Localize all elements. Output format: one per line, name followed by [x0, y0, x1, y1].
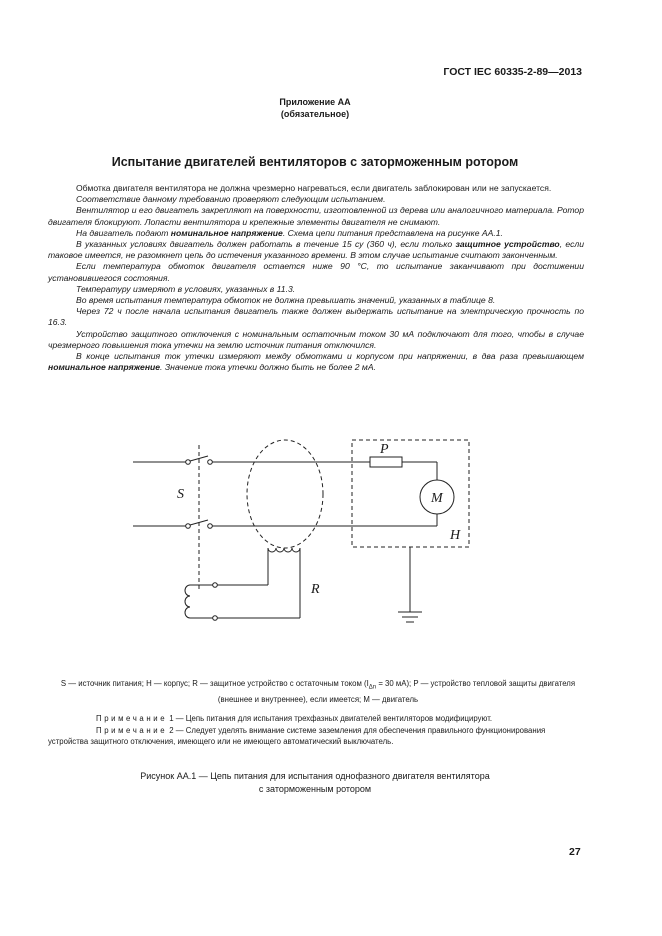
- terminal: [186, 460, 191, 465]
- circuit-diagram: [0, 430, 662, 630]
- paragraph-11: В конце испытания ток утечки измеряют между обмотками и корпусом при напряжении, в два раза превышающем номинальное напряжение. Значение тока утечки должно быть не более 2 мА.: [48, 351, 584, 373]
- paragraph-1: Обмотка двигателя вентилятора не должна чрезмерно нагреваться, если двигатель заблокирован или не запускается.: [76, 183, 552, 193]
- term-rated-voltage: номинальное напряжение: [170, 227, 283, 238]
- label-h: H: [450, 528, 461, 543]
- terminal: [208, 460, 213, 465]
- note-2: Примечание 2 — Следует уделять внимание системе заземления для обеспечения правильного функционирования устройства защитного отключения, имеющего или не имеющего автоматический выключатель.: [48, 725, 546, 746]
- annex-heading: [0, 96, 630, 120]
- page-title: Испытание двигателей вентиляторов с заторможенным ротором: [111, 155, 519, 169]
- figure-legend: S — источник питания; H — корпус; R — защитное устройство с остаточным током ($I_{\Delta n} = 30$ мА); P — устройство тепловой защиты двигателя (внешнее и внутреннее), если имеется; M — двигатель: [60, 679, 576, 705]
- note-1: Примечание 1 — Цепь питания для испытания трехфазных двигателей вентиляторов модифицируют.: [96, 714, 493, 723]
- current-transformer-core: [247, 440, 323, 548]
- paragraph-10: Устройство защитного отключения с номинальным остаточным током 30 мА подключают для того, чтобы в случае чрезмерного повышения тока утечки на землю источник питания отключился.: [48, 328, 584, 350]
- annex-status: (обязательное): [280, 109, 350, 119]
- paragraph-7: Температуру измеряют в условиях, указанных в 11.3.: [76, 283, 296, 294]
- figure-title-line-1: Рисунок АА.1 — Цепь питания для испытания однофазного двигателя вентилятора: [140, 771, 490, 781]
- terminal: [186, 524, 191, 529]
- sensing-coil: [268, 548, 300, 552]
- figure-title: [0, 770, 630, 795]
- label-p: P: [380, 442, 389, 457]
- trip-coil: [185, 585, 190, 618]
- thermal-protector-p: [370, 457, 402, 467]
- terminal: [213, 583, 218, 588]
- paragraph-3: Вентилятор и его двигатель закрепляют на поверхности, изготовленной из дерева или аналогичного материала. Ротор двигателя блокируют. Лопасти вентилятора и крепежные элементы двигателя не снимают.: [48, 205, 584, 227]
- figure-title-line-2: с заторможенным ротором: [258, 783, 372, 794]
- annex-title: Приложение АА: [279, 97, 351, 107]
- terminal: [208, 524, 213, 529]
- standard-number: ГОСТ IEC 60335-2-89—2013: [443, 66, 582, 78]
- body-text: [48, 183, 584, 373]
- term-protective-device: защитное устройство: [455, 239, 560, 250]
- notes: [48, 713, 582, 748]
- label-r: R: [311, 582, 320, 597]
- paragraph-5: В указанных условиях двигатель должен работать в течение 15 су (360 ч), если только защитное устройство, если таковое имеется, не разомкнет цепь до истечения указанного времени. В этом случае испытание считают законченным.: [48, 239, 585, 261]
- paragraph-2: Соответствие данному требованию проверяют следующим испытанием.: [76, 194, 386, 205]
- note-label: Примечание: [96, 714, 168, 723]
- note-label: Примечание: [96, 725, 168, 735]
- page-number: 27: [569, 846, 581, 858]
- label-m: M: [431, 491, 443, 506]
- terminal: [213, 616, 218, 621]
- paragraph-8: Во время испытания температура обмоток не должна превышать значений, указанных в таблице 8.: [76, 295, 496, 306]
- paragraph-6: Если температура обмоток двигателя остается ниже 90 °С, то испытание заканчивают при достижении установившегося состояния.: [48, 261, 584, 283]
- label-s: S: [177, 487, 184, 502]
- paragraph-4: На двигатель подают номинальное напряжение. Схема цепи питания представлена на рисунке АА.1.: [76, 227, 503, 238]
- paragraph-9: Через 72 ч после начала испытания двигатель также должен выдержать испытание на электрическую прочность по 16.3.: [48, 306, 584, 328]
- term-rated-voltage: номинальное напряжение: [48, 362, 161, 373]
